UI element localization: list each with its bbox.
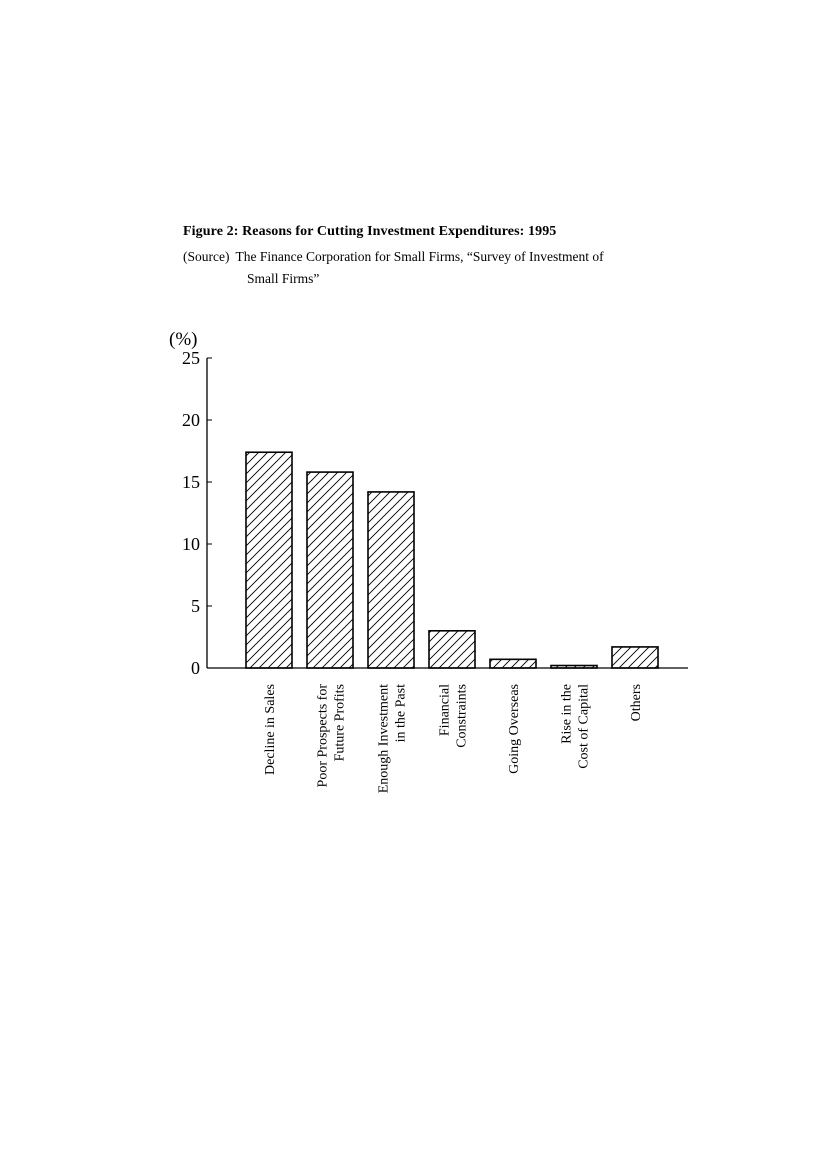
x-tick-label: Future Profits xyxy=(332,684,348,762)
y-tick-label: 0 xyxy=(191,658,200,678)
x-tick-label: in the Past xyxy=(393,684,409,743)
figure-title: Figure 2: Reasons for Cutting Investment Expenditures: 1995 xyxy=(183,224,557,239)
bar xyxy=(246,452,292,668)
x-tick-label: Decline in Sales xyxy=(263,684,278,775)
bar xyxy=(429,631,475,668)
x-tick-label: Going Overseas xyxy=(507,684,522,774)
bar xyxy=(551,666,597,668)
source-text-line1: The Finance Corporation for Small Firms, “Survey of Investment of xyxy=(235,249,604,264)
x-tick-label: Constraints xyxy=(454,684,470,748)
x-tick-label: Enough Investment xyxy=(376,684,392,794)
bar xyxy=(490,659,536,668)
y-tick-label: 10 xyxy=(182,534,200,554)
x-tick-label: Rise in the xyxy=(559,684,575,744)
y-tick-label: 15 xyxy=(182,472,200,492)
x-tick-label: Cost of Capital xyxy=(576,684,592,769)
y-tick-label: 25 xyxy=(182,348,200,368)
source-text-line2: Small Firms” xyxy=(247,271,320,286)
y-axis-label: (%) xyxy=(169,329,198,350)
bar xyxy=(307,472,353,668)
y-tick-label: 5 xyxy=(191,596,200,616)
y-tick-label: 20 xyxy=(182,410,200,430)
x-tick-label: Others xyxy=(629,684,644,722)
source-label: (Source) xyxy=(183,249,230,264)
x-tick-label: Financial xyxy=(437,684,453,737)
x-tick-label: Poor Prospects for xyxy=(315,684,331,788)
bar xyxy=(368,492,414,668)
bar xyxy=(612,647,658,668)
